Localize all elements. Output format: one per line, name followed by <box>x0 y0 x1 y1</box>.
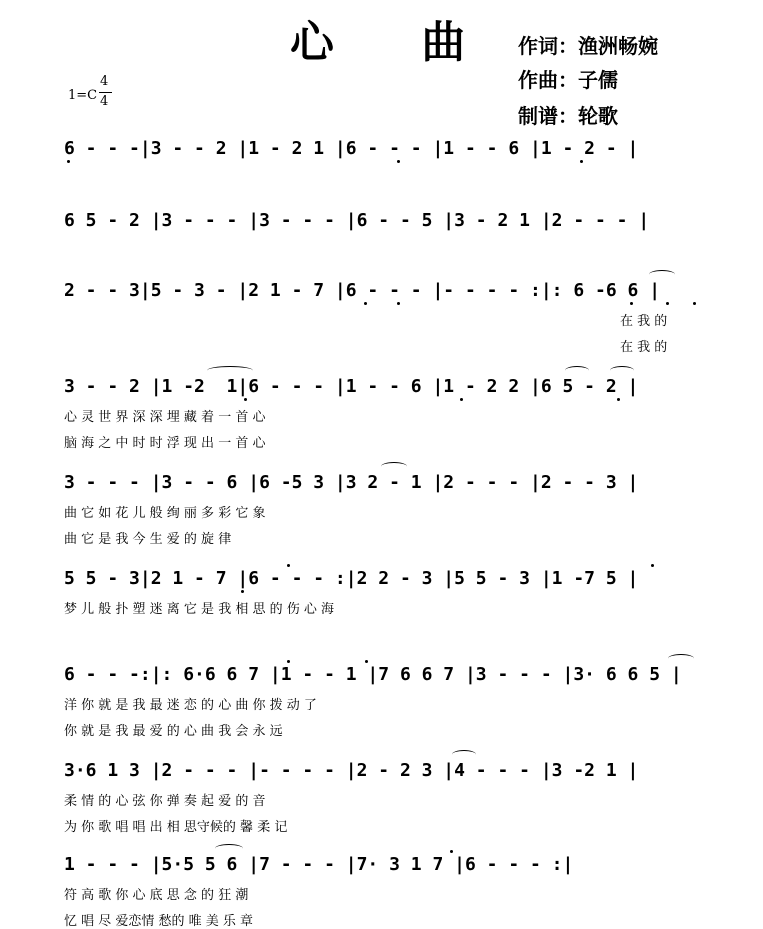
octave-dot <box>580 160 583 163</box>
notes-row: 3 - - - |3 - - 6 |6 -5 3 |3 2 - 1 |2 - - - |2 - - 3 | <box>64 472 639 493</box>
octave-dot <box>397 160 400 163</box>
octave-dot <box>287 660 290 663</box>
slur-mark <box>207 366 253 375</box>
notes-row: 6 - - -|3 - - 2 |1 - 2 1 |6 - - - |1 - - 6 |1 - 2 - | <box>64 138 639 159</box>
lyric-verse-2: 脑 海 之 中 时 时 浮 现 出 一 首 心 <box>64 436 266 451</box>
notes-row: 3·6 1 3 |2 - - - |- - - - |2 - 2 3 |4 - - - |3 -2 1 | <box>64 760 639 781</box>
octave-dot <box>450 850 453 853</box>
slur-mark <box>215 844 243 853</box>
octave-dot <box>630 302 633 305</box>
octave-dot <box>397 302 400 305</box>
lyric-verse-1: 在 我 的 <box>620 314 668 329</box>
lyric-verse-1: 洋 你 就 是 我 最 迷 恋 的 心 曲 你 拨 动 了 <box>64 698 317 713</box>
key-signature: 1=C <box>68 88 98 103</box>
notes-row: 3 - - 2 |1 -2 1|6 - - - |1 - - 6 |1 - 2 2 |6 5 - 2 | <box>64 376 639 397</box>
lyric-verse-1: 心 灵 世 界 深 深 埋 藏 着 一 首 心 <box>64 410 266 425</box>
time-signature-top: 4 <box>100 74 109 89</box>
notes-row: 5 5 - 3|2 1 - 7 |6 - - - :|2 2 - 3 |5 5 - 3 |1 -7 5 | <box>64 568 639 589</box>
lyricist-credit: 作词：渔洲畅婉 <box>518 34 658 58</box>
slur-mark <box>649 270 675 279</box>
octave-dot <box>617 398 620 401</box>
composer-credit: 作曲：子儒 <box>518 68 618 92</box>
notation-credit: 制谱：轮歌 <box>518 104 618 128</box>
lyric-verse-1: 符 高 歌 你 心 底 思 念 的 狂 潮 <box>64 888 249 903</box>
time-signature-bottom: 4 <box>100 94 109 109</box>
octave-dot <box>365 660 368 663</box>
octave-dot <box>651 564 654 567</box>
lyric-verse-1: 曲 它 如 花 儿 般 绚 丽 多 彩 它 象 <box>64 506 266 521</box>
lyric-verse-2: 曲 它 是 我 今 生 爱 的 旋 律 <box>64 532 232 547</box>
notes-row: 1 - - - |5·5 5 6 |7 - - - |7· 3 1 7 |6 - - - :| <box>64 854 574 875</box>
octave-dot <box>666 302 669 305</box>
notes-row: 2 - - 3|5 - 3 - |2 1 - 7 |6 - - - |- - - - :|: 6 -6 6 | <box>64 280 661 301</box>
song-title: 心 曲 <box>290 17 502 68</box>
octave-dot <box>364 302 367 305</box>
octave-dot <box>287 564 290 567</box>
slur-mark <box>565 366 589 375</box>
time-signature-divider <box>99 92 112 93</box>
notes-row: 6 5 - 2 |3 - - - |3 - - - |6 - - 5 |3 - 2 1 |2 - - - | <box>64 210 650 231</box>
lyric-verse-2: 在 我 的 <box>620 340 668 355</box>
lyric-verse-1: 梦 儿 般 扑 塑 迷 离 它 是 我 相 思 的 伤 心 海 <box>64 602 334 617</box>
lyric-verse-2: 为 你 歌 唱 唱 出 相 思守候的 馨 柔 记 <box>64 820 288 835</box>
lyric-verse-2: 你 就 是 我 最 爱 的 心 曲 我 会 永 远 <box>64 724 283 739</box>
lyric-verse-1: 柔 情 的 心 弦 你 弹 奏 起 爱 的 音 <box>64 794 266 809</box>
slur-mark <box>452 750 476 759</box>
slur-mark <box>610 366 634 375</box>
notes-row: 6 - - -:|: 6·6 6 7 |1 - - 1 |7 6 6 7 |3 - - - |3· 6 6 5 | <box>64 664 682 685</box>
lyric-verse-2: 忆 唱 尽 爱恋情 愁的 唯 美 乐 章 <box>64 914 254 929</box>
octave-dot <box>67 160 70 163</box>
slur-mark <box>668 654 694 663</box>
octave-dot <box>241 590 244 593</box>
slur-mark <box>381 462 407 471</box>
octave-dot <box>244 398 247 401</box>
octave-dot <box>460 398 463 401</box>
octave-dot <box>693 302 696 305</box>
